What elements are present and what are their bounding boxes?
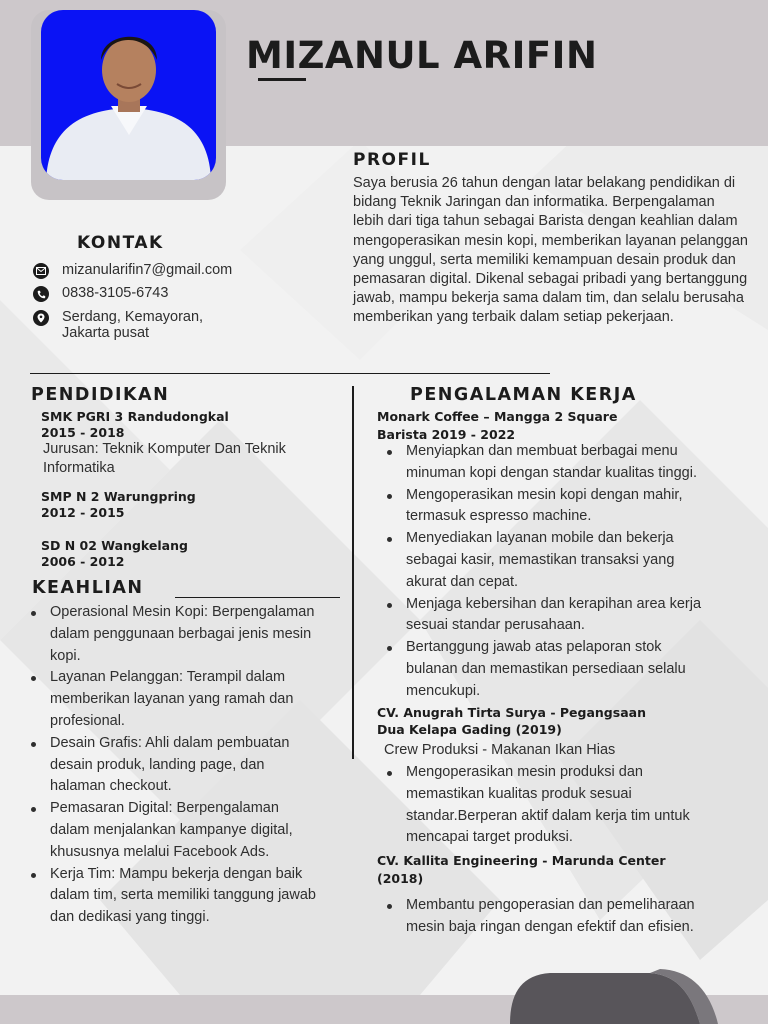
education-major-1 <box>43 440 286 477</box>
list-item: Menyiapkan dan membuat berbagai menu minuman kopi dengan standar kualitas tinggi. <box>383 441 763 485</box>
list-item: Operasional Mesin Kopi: Berpengalaman dalam penggunaan berbagai jenis mesin kopi. <box>27 602 357 667</box>
job-2-role: Crew Produksi - Makanan Ikan Hias <box>384 742 616 758</box>
job-1-company: Monark Coffee – Mangga 2 Square <box>377 409 618 424</box>
profile-photo <box>41 10 216 180</box>
email-text: mizanularifin7@gmail.com <box>62 262 233 278</box>
list-item: Mengoperasikan mesin produksi dan memastikan kualitas produk sesuai standar.Berperan aktif dalam kerja tim untuk mencapai target produksi. <box>383 762 763 849</box>
map-pin-icon <box>33 310 49 326</box>
candidate-name: MIZANUL ARIFIN <box>246 34 598 77</box>
job-2-duties <box>383 762 763 849</box>
phone-icon <box>33 286 49 302</box>
job-3-company: CV. Kallita Engineering - Marunda Center <box>377 853 666 868</box>
phone-text: 0838-3105-6743 <box>62 285 169 301</box>
skills-list <box>27 602 357 929</box>
job-1-role: Barista 2019 - 2022 <box>377 427 516 442</box>
contact-email[interactable] <box>33 262 232 279</box>
education-school-3: SD N 02 Wangkelang <box>41 538 188 553</box>
list-item: Menjaga kebersihan dan kerapihan area kerja sesuai standar perusahaan. <box>383 594 763 638</box>
list-item: Bertanggung jawab atas pelaporan stok bulanan dan memastikan persediaan selalu mencukupi. <box>383 637 763 702</box>
profile-heading: PROFIL <box>353 150 431 170</box>
skills-heading: KEAHLIAN <box>32 578 144 598</box>
job-3-company-2: (2018) <box>377 871 424 886</box>
address-line-2: Jakarta pusat <box>62 325 150 341</box>
list-item: Desain Grafis: Ahli dalam pembuatan desain produk, landing page, dan halaman checkout. <box>27 733 357 798</box>
contact-phone[interactable] <box>33 285 168 302</box>
envelope-icon <box>33 263 49 279</box>
job-2-company: CV. Anugrah Tirta Surya - Pegangsaan <box>377 705 646 720</box>
contact-heading: KONTAK <box>77 233 164 253</box>
education-years-3: 2006 - 2012 <box>41 554 125 569</box>
list-item: Mengoperasikan mesin kopi dengan mahir, termasuk espresso machine. <box>383 485 763 529</box>
education-years-2: 2012 - 2015 <box>41 505 125 520</box>
skills-divider <box>175 597 340 598</box>
list-item: Pemasaran Digital: Berpengalaman dalam menjalankan kampanye digital, khususnya melalui Facebook Ads. <box>27 798 357 863</box>
contact-address <box>33 309 203 341</box>
job-3-duties <box>383 895 763 939</box>
education-major-line-2: Informatika <box>43 459 115 476</box>
address-text <box>62 309 203 341</box>
corner-ribbon-decoration <box>500 965 768 1024</box>
list-item: Menyediakan layanan mobile dan bekerja sebagai kasir, memastikan transaksi yang akurat dan cepat. <box>383 528 763 593</box>
list-item: Membantu pengoperasian dan pemeliharaan mesin baja ringan dengan efektif dan efisien. <box>383 895 763 939</box>
job-1-duties <box>383 441 763 703</box>
address-line-1: Serdang, Kemayoran, <box>62 309 204 325</box>
education-heading: PENDIDIKAN <box>31 385 170 405</box>
education-years-1: 2015 - 2018 <box>41 425 125 440</box>
list-item: Kerja Tim: Mampu bekerja dengan baik dalam tim, serta memiliki tanggung jawab dan dedikasi yang tinggi. <box>27 864 357 929</box>
education-school-2: SMP N 2 Warungpring <box>41 489 196 504</box>
list-item: Layanan Pelanggan: Terampil dalam memberikan layanan yang ramah dan profesional. <box>27 667 357 732</box>
name-underline <box>258 78 306 81</box>
education-school-1: SMK PGRI 3 Randudongkal <box>41 409 229 424</box>
experience-heading: PENGALAMAN KERJA <box>410 385 637 405</box>
profile-text: Saya berusia 26 tahun dengan latar belakang pendidikan di bidang Teknik Jaringan dan informatika. Berpengalaman lebih dari tiga tahun sebagai Barista dengan keahlian dalam mengoperasikan mesin kopi, memberikan layanan pelanggan yang unggul, serta memiliki kemampuan desain produk dan pemasaran digital. Dikenal sebagai pribadi yang bertanggung jawab, mampu bekerja sama dalam tim, dan selalu berusaha memberikan yang terbaik dalam setiap pekerjaan. <box>353 175 748 326</box>
education-major-line-1: Jurusan: Teknik Komputer Dan Teknik <box>43 441 286 457</box>
job-2-company-2: Dua Kelapa Gading (2019) <box>377 722 562 737</box>
section-divider <box>30 373 550 374</box>
